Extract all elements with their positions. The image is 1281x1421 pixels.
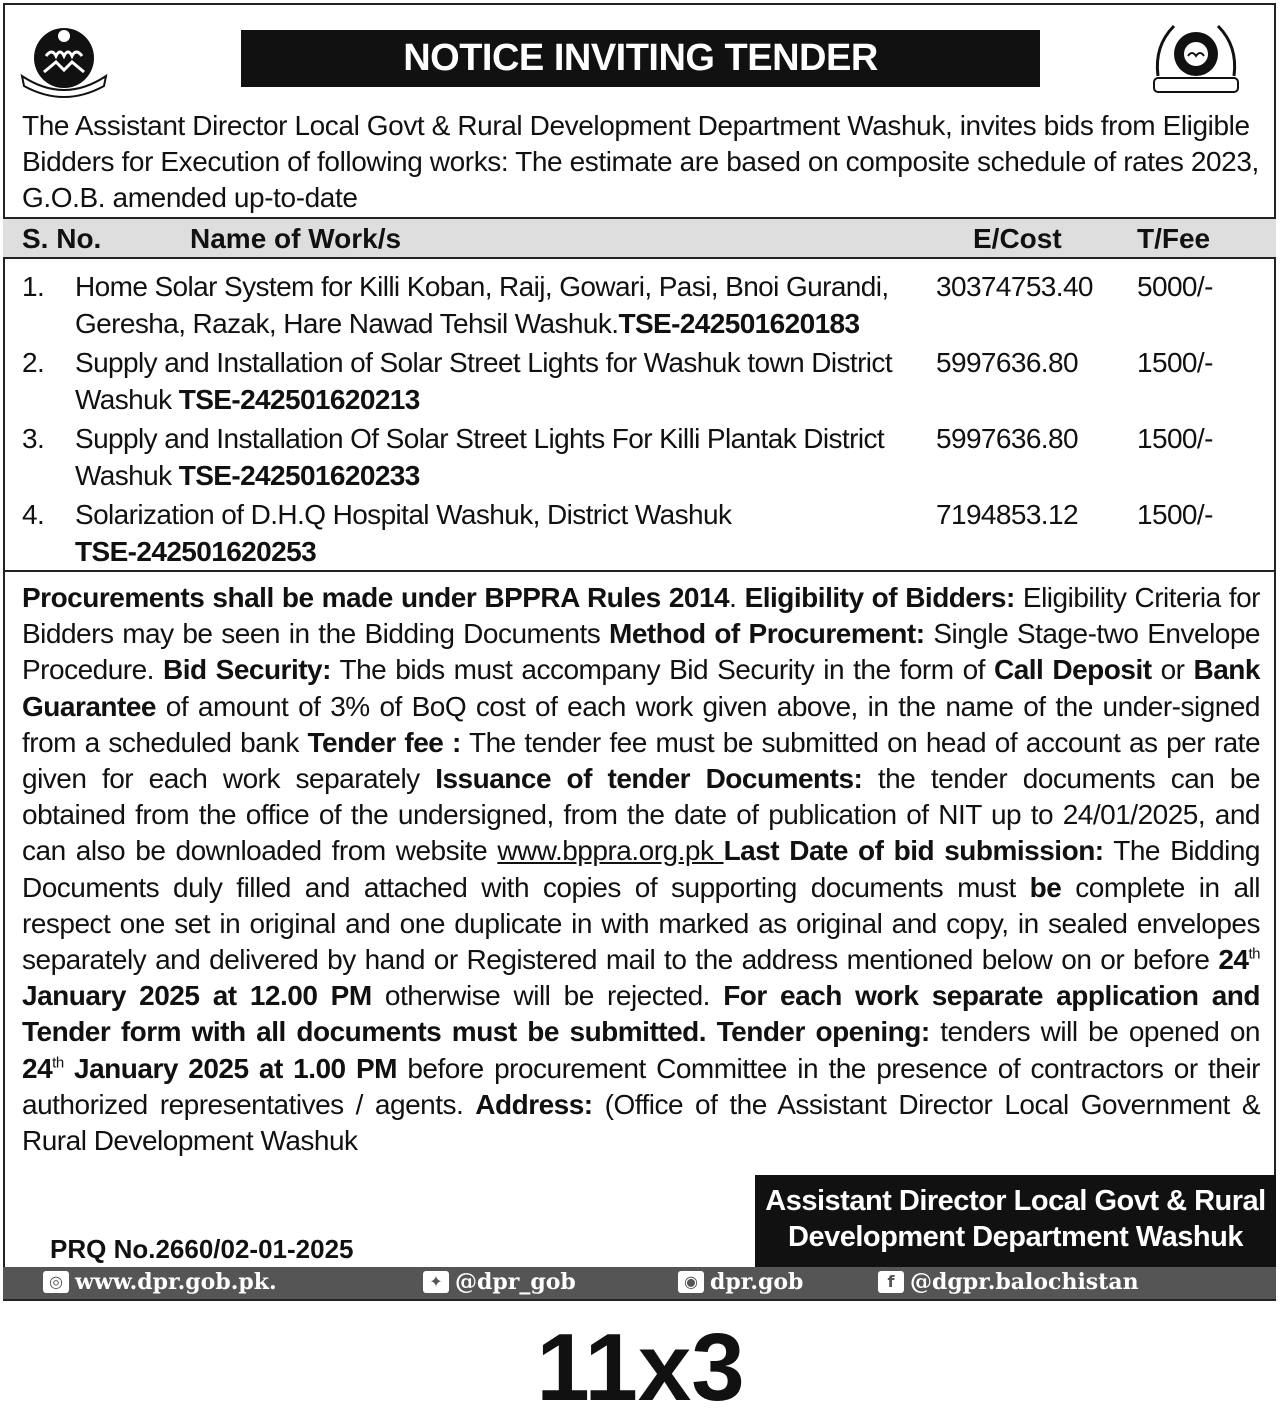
works-table xyxy=(0,268,1281,572)
footer-facebook[interactable]: f @dgpr.balochistan xyxy=(878,1269,1139,1295)
tse-id: TSE-242501620183 xyxy=(618,308,860,339)
signature-line: Development Department Washuk xyxy=(788,1221,1243,1253)
footer-twitter[interactable]: ✦ @dpr_gob xyxy=(423,1269,576,1295)
estimated-cost: 7194853.12 xyxy=(936,499,1078,530)
divider xyxy=(3,570,1276,572)
row-number: 4. xyxy=(22,499,45,530)
instagram-icon: ◉ xyxy=(678,1271,704,1293)
tse-id: TSE-242501620213 xyxy=(178,384,420,415)
col-fee-header: T/Fee xyxy=(1137,223,1211,254)
footer-instagram[interactable]: ◉ dpr.gob xyxy=(678,1269,803,1295)
row-number: 2. xyxy=(22,347,45,378)
tse-id: TSE-242501620233 xyxy=(178,460,420,491)
tender-fee: 5000/- xyxy=(1137,271,1213,302)
footer-bar xyxy=(3,1267,1276,1299)
footer-website[interactable]: ◎ www.dpr.gob.pk. xyxy=(43,1269,277,1295)
estimated-cost: 30374753.40 xyxy=(936,271,1093,302)
work-name: Supply and Installation Of Solar Street Lights For Killi Plantak District Washuk TSE-242501620233 xyxy=(75,423,885,491)
facebook-icon: f xyxy=(878,1271,904,1293)
table-row xyxy=(0,344,1281,420)
row-number: 1. xyxy=(22,271,45,302)
tender-fee: 1500/- xyxy=(1137,499,1213,530)
table-row xyxy=(0,420,1281,496)
table-row xyxy=(0,496,1281,572)
signature-line: Assistant Director Local Govt & Rural xyxy=(765,1185,1266,1217)
intro-paragraph: The Assistant Director Local Govt & Rural Development Department Washuk, invites bids from Eligible Bidders for Execution of following works: The estimate are based on composite schedule of rates 2023, G.O.B. amended up-to-date xyxy=(22,110,1259,213)
row-number: 3. xyxy=(22,423,45,454)
tender-fee: 1500/- xyxy=(1137,347,1213,378)
government-seal-icon xyxy=(16,16,112,100)
col-work-header: Name of Work/s xyxy=(190,223,402,254)
prq-number: PRQ No.2660/02-01-2025 xyxy=(50,1234,354,1264)
terms-paragraph: Procurements shall be made under BPPRA Rules 2014. Eligibility of Bidders: Eligibility Criteria for Bidders may be seen in the Bidding Documents Method of Procurement: Single Stage-two Envelope Procedure. Bid Security: The bids must accompany Bid Security in the form of Call Deposit or Bank Guarantee of amount of 3% of BoQ cost of each work given above, in the name of the under-signed from a scheduled bank Tender fee : The tender fee must be submitted on head of account as per rate given for each work separately Issuance of tender Documents: the tender documents can be obtained from the office of the undersigned, from the date of publication of NIT up to 24/01/2025, and can also be downloaded from website www.bppra.org.pk Last Date of bid submission: The Bidding Documents duly filled and attached with copies of supporting documents must be complete in all respect one set in original and one duplicate in with marked as original and copy, in sealed envelopes separately and delivered by hand or Registered mail to the address mentioned below on or before 24th January 2025 at 12.00 PM otherwise will be rejected. For each work separate application and Tender form with all documents must be submitted. Tender opening: tenders will be opened on 24th January 2025 at 1.00 PM before procurement Committee in the presence of contractors or their authorized representatives / agents. Address: (Office of the Assistant Director Local Government & Rural Development Washuk xyxy=(22,582,1261,1157)
col-sno-header: S. No. xyxy=(22,223,102,254)
estimated-cost: 5997636.80 xyxy=(936,423,1078,454)
tse-id: TSE-242501620253 xyxy=(75,536,317,567)
estimated-cost: 5997636.80 xyxy=(936,347,1078,378)
work-name: Supply and Installation of Solar Street Lights for Washuk town District Washuk TSE-242501620213 xyxy=(75,347,892,415)
ad-size-label: 11x3 xyxy=(536,1314,745,1421)
dpr-emblem-icon xyxy=(1144,16,1248,100)
col-cost-header: E/Cost xyxy=(973,223,1062,254)
website-link[interactable]: www.bppra.org.pk xyxy=(497,835,724,867)
page-title: NOTICE INVITING TENDER xyxy=(241,30,1040,87)
tender-fee: 1500/- xyxy=(1137,423,1213,454)
twitter-icon: ✦ xyxy=(423,1271,449,1293)
globe-icon: ◎ xyxy=(43,1271,69,1293)
work-name: Solarization of D.H.Q Hospital Washuk, District Washuk TSE-242501620253 xyxy=(75,499,732,567)
signature-block xyxy=(755,1175,1276,1267)
work-name: Home Solar System for Killi Koban, Raij, Gowari, Pasi, Bnoi Gurandi, Geresha, Razak, Hare Nawad Tehsil Washuk.TSE-242501620183 xyxy=(75,271,889,339)
table-row xyxy=(0,268,1281,344)
table-header xyxy=(3,217,1276,259)
